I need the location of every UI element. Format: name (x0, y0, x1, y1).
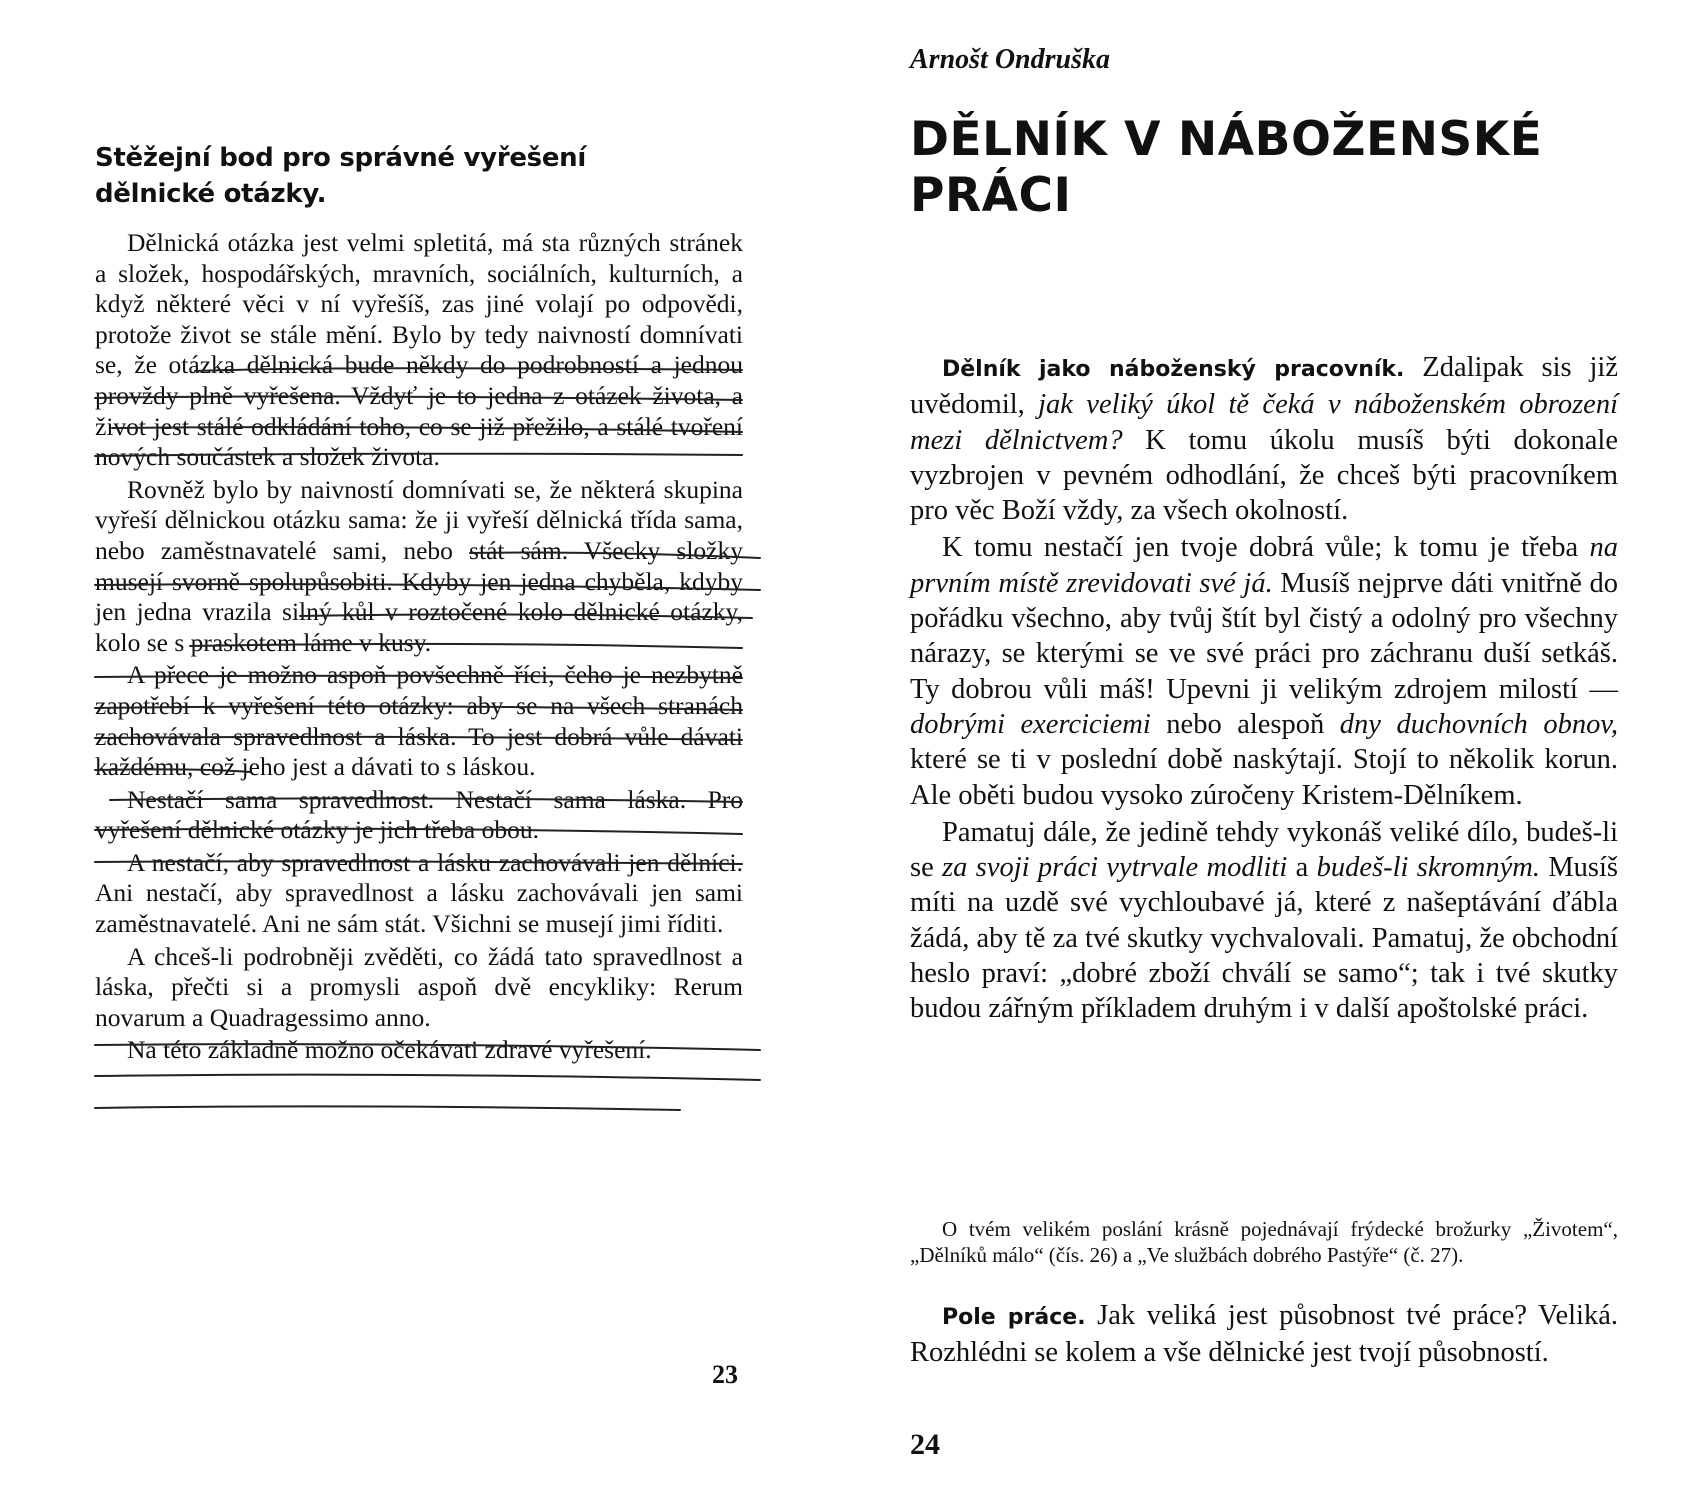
paragraph: Dělnická otázka jest velmi spletitá, má sta různých stránek a složek, hospodářských, mravních, sociálních, kulturních, a když některé věci v ní vyřešíš, zas jiné volají po odpovědi, protože život se stále mění. Bylo by tedy naivností domnívati se, že otázka dělnická bude někdy do podrobností a jednou provždy plně vyřešena. Vždyť je to jedna z otázek života, a život jest stálé odkládání toho, co se již přežilo, a stálé tvoření nových součástek a složek života. (95, 228, 743, 472)
paragraph (910, 815, 1618, 1027)
italic-span: na prvním místě zrevidovati své já. (910, 532, 1618, 599)
italic-span: jak veliký úkol tě čeká v náboženském obrození mezi dělnictvem? (910, 389, 1618, 456)
text-span: K tomu nestačí jen tvoje dobrá vůle; k tomu je třeba (942, 532, 1590, 564)
right-body-text-2 (910, 1298, 1618, 1371)
author-name: Arnošt Ondruška (910, 44, 1110, 75)
text-span: Musíš míti na uzdě své vychloubavé já, které z našeptávání ďábla žádá, aby tě za tvé skutky vychvalovali. Pamatuj, že obchodní heslo praví: „dobré zboží chválí se samo“; tak i tvé skutky budou zářným příkladem druhým i v další apoštolské práci. (910, 852, 1619, 1025)
paragraph: Rovněž bylo by naivností domnívati se, že některá skupina vyřeší dělnickou otázku sama: že ji vyřeší dělnická třída sama, nebo zaměstnavatelé sami, nebo stát sám. Všecky složky musejí svorně spolupůsobiti. Kdyby jen jedna chyběla, kdyby jen jedna vrazila silný kůl v roztočené kolo dělnické otázky, kolo se s praskotem láme v kusy. (95, 474, 743, 657)
paragraph: Nestačí sama spravedlnost. Nestačí sama láska. Pro vyřešení dělnické otázky je jich třeba obou. (95, 784, 743, 845)
runin-heading: Dělník jako náboženský pracovník. (942, 357, 1405, 382)
paragraph (910, 350, 1618, 528)
left-body-text (95, 228, 743, 1068)
text-span: a (1287, 852, 1317, 884)
runin-heading: Pole práce. (942, 1305, 1086, 1330)
page-number: 23 (712, 1360, 738, 1389)
italic-span: za svoji práci vytrvale modliti (942, 852, 1288, 884)
section-heading: Stěžejní bod pro správné vyřešení dělnické otázky. (95, 143, 587, 209)
italic-span: dny duchovních obnov, (1339, 708, 1618, 740)
text-span: Jak veliká jest působnost tvé práce? Veliká. Rozhlédni se kolem a vše dělnické jest tvojí působností. (910, 1300, 1618, 1369)
italic-span: dobrými exerciciemi (910, 708, 1151, 740)
text-span: Pamatuj dále, že jedině tehdy vykonáš veliké dílo, budeš-li se (910, 816, 1618, 884)
chapter-title: DĚLNÍK V NÁBOŽENSKÉ PRÁCI (910, 112, 1543, 223)
italic-span: budeš-li skromným. (1316, 852, 1540, 884)
paragraph: A nestačí, aby spravedlnost a lásku zachovávali jen dělníci. Ani nestačí, aby spravedlnost a lásku zachovávali jen sami zaměstnavatelé. Ani ne sám stát. Všichni se musejí jimi říditi. (95, 847, 743, 939)
text-span: nebo alespoň (1150, 708, 1340, 740)
text-span: K tomu úkolu musíš býti dokonale vyzbrojen v pevném odhodlání, že chceš býti pracovníkem pro věc Boží vždy, za všech okolností. (910, 424, 1618, 527)
paragraph (910, 1298, 1618, 1371)
paragraph: Na této základně možno očekávati zdravé vyřešení. (127, 1035, 652, 1065)
note-text: O tvém velikém poslání krásně pojednávají frýdecké brožurky „Životem“, „Dělníků málo“ (čís. 26) a „Ve službách dobrého Pastýře“ (č. 27). (910, 1217, 1618, 1267)
text-span: které se ti v poslední době naskýtají. Stojí to několik korun. Ale oběti budou vysoko zúročeny Kristem-Dělníkem. (910, 744, 1618, 811)
footnote (910, 1216, 1618, 1268)
page-number: 24 (910, 1428, 940, 1461)
right-body-text (910, 350, 1618, 1029)
paragraph (910, 530, 1618, 812)
paragraph: A přece je možno aspoň povšechně říci, čeho je nezbytně zapotřebí k vyřešení této otázky: aby se na všech stranách zachovávala spravedlnost a láska. To jest dobrá vůle dávati každému, což jeho jest a dávati to s láskou. (95, 660, 743, 782)
right-page (842, 0, 1684, 1500)
text-span: Zdalipak sis již uvědomil, (910, 352, 1618, 421)
paragraph: A chceš-li podrobněji zvěděti, co žádá tato spravedlnost a láska, přečti si a promysli aspoň dvě encykliky: Rerum novarum a Quadragessimo anno. (95, 941, 743, 1032)
text-span: Musíš nejprve dáti vnitřně do pořádku všechno, aby tvůj štít byl čistý a odolný pro všechny nárazy, se kterými se ve své práci pro záchranu duší setkáš. Ty dobrou vůli máš! Upevni ji velikým zdrojem milostí — (910, 567, 1618, 705)
